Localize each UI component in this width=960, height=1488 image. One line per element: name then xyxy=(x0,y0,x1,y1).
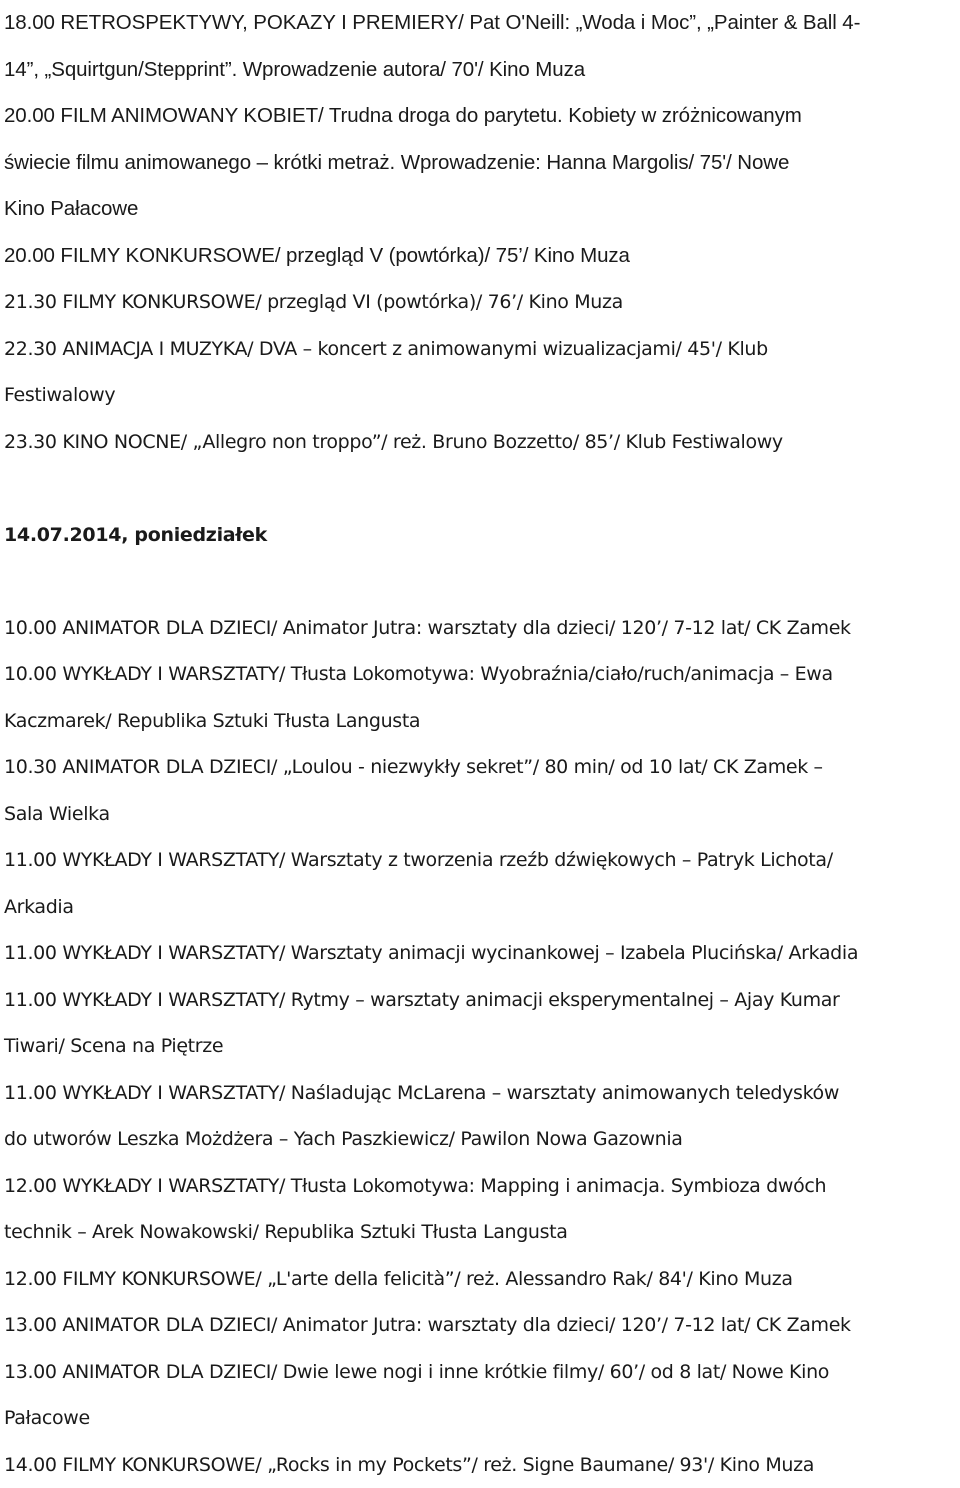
schedule-line: 21.30 FILMY KONKURSOWE/ przegląd VI (powtórka)/ 76’/ Kino Muza xyxy=(4,279,960,326)
schedule-line: 10.00 ANIMATOR DLA DZIECI/ Animator Jutra: warsztaty dla dzieci/ 120’/ 7-12 lat/ CK Zamek xyxy=(4,605,960,652)
schedule-line: Arkadia xyxy=(4,884,960,931)
schedule-line: Pałacowe xyxy=(4,1395,960,1442)
schedule-line: 20.00 FILMY KONKURSOWE/ przegląd V (powtórka)/ 75’/ Kino Muza xyxy=(4,233,960,280)
schedule-line: 20.00 FILM ANIMOWANY KOBIET/ Trudna droga do parytetu. Kobiety w zróżnicowanym xyxy=(4,93,960,140)
schedule-line: Tiwari/ Scena na Piętrze xyxy=(4,1023,960,1070)
schedule-line: Sala Wielka xyxy=(4,791,960,838)
schedule-line: Festiwalowy xyxy=(4,372,960,419)
schedule-line: Kino Pałacowe xyxy=(4,186,960,233)
schedule-line: 23.30 KINO NOCNE/ „Allegro non troppo”/ reż. Bruno Bozzetto/ 85’/ Klub Festiwalowy xyxy=(4,419,960,466)
schedule-line: 14.00 FILMY KONKURSOWE/ „Rocks in my Pockets”/ reż. Signe Baumane/ 93'/ Kino Muza xyxy=(4,1442,960,1488)
schedule-line: 11.00 WYKŁADY I WARSZTATY/ Naśladując McLarena – warsztaty animowanych teledysków xyxy=(4,1070,960,1117)
schedule-line: 11.00 WYKŁADY I WARSZTATY/ Warsztaty z tworzenia rzeźb dźwiękowych – Patryk Lichota/ xyxy=(4,837,960,884)
schedule-line: 12.00 FILMY KONKURSOWE/ „L'arte della felicità”/ reż. Alessandro Rak/ 84'/ Kino Muza xyxy=(4,1256,960,1303)
schedule-line: świecie filmu animowanego – krótki metraż. Wprowadzenie: Hanna Margolis/ 75'/ Nowe xyxy=(4,140,960,187)
schedule-line: technik – Arek Nowakowski/ Republika Sztuki Tłusta Langusta xyxy=(4,1209,960,1256)
schedule-line: Kaczmarek/ Republika Sztuki Tłusta Langusta xyxy=(4,698,960,745)
document-page xyxy=(4,0,960,1488)
schedule-block-night xyxy=(4,279,960,465)
schedule-line: 10.30 ANIMATOR DLA DZIECI/ „Loulou - niezwykły sekret”/ 80 min/ od 10 lat/ CK Zamek – xyxy=(4,744,960,791)
schedule-line: 22.30 ANIMACJA I MUZYKA/ DVA – koncert z animowanymi wizualizacjami/ 45'/ Klub xyxy=(4,326,960,373)
schedule-block-day xyxy=(4,605,960,1488)
date-heading: 14.07.2014, poniedziałek xyxy=(4,512,960,559)
schedule-line: 12.00 WYKŁADY I WARSZTATY/ Tłusta Lokomotywa: Mapping i animacja. Symbioza dwóch xyxy=(4,1163,960,1210)
schedule-line: 13.00 ANIMATOR DLA DZIECI/ Dwie lewe nogi i inne krótkie filmy/ 60’/ od 8 lat/ Nowe Kino xyxy=(4,1349,960,1396)
schedule-block-evening xyxy=(4,0,960,279)
schedule-line: 11.00 WYKŁADY I WARSZTATY/ Warsztaty animacji wycinankowej – Izabela Plucińska/ Arkadia xyxy=(4,930,960,977)
schedule-line: do utworów Leszka Możdżera – Yach Paszkiewicz/ Pawilon Nowa Gazownia xyxy=(4,1116,960,1163)
schedule-line: 14”, „Squirtgun/Stepprint”. Wprowadzenie autora/ 70'/ Kino Muza xyxy=(4,47,960,94)
spacer xyxy=(4,465,960,512)
schedule-line: 13.00 ANIMATOR DLA DZIECI/ Animator Jutra: warsztaty dla dzieci/ 120’/ 7-12 lat/ CK Zamek xyxy=(4,1302,960,1349)
schedule-line: 11.00 WYKŁADY I WARSZTATY/ Rytmy – warsztaty animacji eksperymentalnej – Ajay Kumar xyxy=(4,977,960,1024)
spacer xyxy=(4,558,960,605)
schedule-line: 10.00 WYKŁADY I WARSZTATY/ Tłusta Lokomotywa: Wyobraźnia/ciało/ruch/animacja – Ewa xyxy=(4,651,960,698)
schedule-line: 18.00 RETROSPEKTYWY, POKAZY I PREMIERY/ Pat O'Neill: „Woda i Moc”, „Painter & Ball 4- xyxy=(4,0,960,47)
